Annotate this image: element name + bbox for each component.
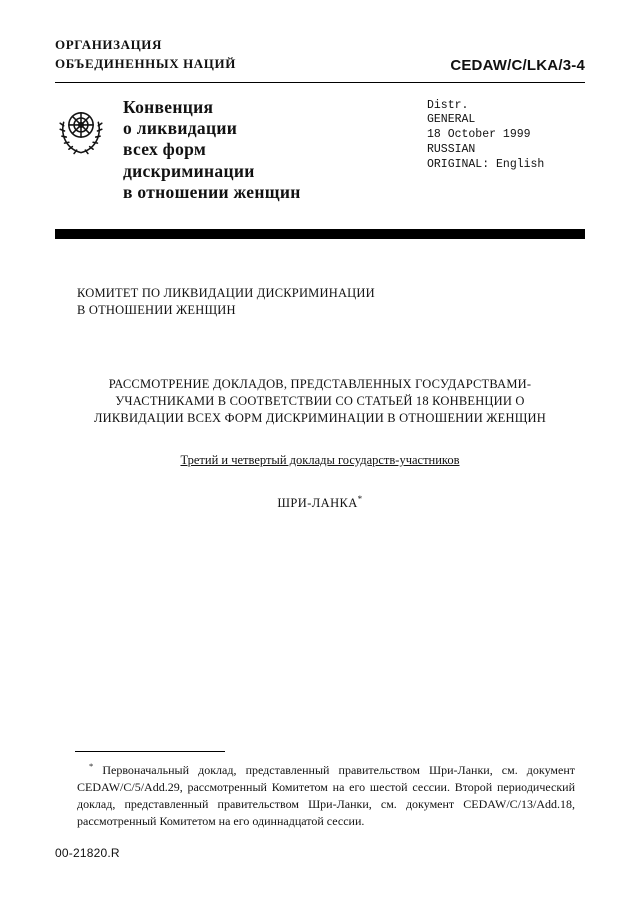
committee-heading-line2: В ОТНОШЕНИИ ЖЕНЩИН xyxy=(77,302,236,317)
distr-line: ORIGINAL: English xyxy=(427,157,545,171)
document-header xyxy=(55,36,585,74)
org-name-line2: ОБЪЕДИНЕННЫХ НАЦИЙ xyxy=(55,55,236,71)
separator-bar xyxy=(55,229,585,239)
masthead xyxy=(55,97,585,204)
footnote-body: Первоначальный доклад, представленный правительством Шри-Ланки, см. документ CEDAW/C/5/Add.29, рассмотренный Комитетом на его шестой сессии. Второй периодический доклад, представленный правительством Шри-Ланки, см. документ CEDAW/C/13/Add.18, рассмотренный Комитетом на его одиннадцатой сессии. xyxy=(77,762,575,828)
header-rule xyxy=(55,82,585,83)
footnote-mark: * xyxy=(89,760,94,771)
report-subtitle xyxy=(55,453,585,468)
un-emblem-icon xyxy=(55,103,107,159)
footnote-reference-mark: * xyxy=(357,493,363,504)
document-symbol: CEDAW/C/LKA/3-4 xyxy=(450,56,585,74)
un-org-name xyxy=(55,36,236,74)
convention-title-line: Конвенция xyxy=(123,96,214,117)
page-footer-number: 00-21820.R xyxy=(55,846,120,860)
consideration-heading: РАССМОТРЕНИЕ ДОКЛАДОВ, ПРЕДСТАВЛЕННЫХ ГОСУДАРСТВАМИ-УЧАСТНИКАМИ В СООТВЕТСТВИИ СО СТАТЬЕЙ 18 КОНВЕНЦИИ О ЛИКВИДАЦИИ ВСЕХ ФОРМ ДИСКРИМИНАЦИИ В ОТНОШЕНИИ ЖЕНЩИН xyxy=(93,377,547,426)
distr-line: 18 October 1999 xyxy=(427,128,531,142)
footnote-text xyxy=(77,762,575,830)
convention-title xyxy=(123,97,427,204)
distr-line: Distr. xyxy=(427,98,469,112)
distr-line: RUSSIAN xyxy=(427,142,476,156)
convention-title-line: в отношении женщин xyxy=(123,182,301,203)
country-name: ШРИ-ЛАНКА xyxy=(277,496,358,511)
footnote-rule xyxy=(75,751,225,752)
country-line xyxy=(55,493,585,511)
convention-title-line: о ликвидации xyxy=(123,118,238,139)
report-subtitle-text: Третий и четвертый доклады государств-участников xyxy=(180,453,460,468)
committee-heading-line1: КОМИТЕТ ПО ЛИКВИДАЦИИ ДИСКРИМИНАЦИИ xyxy=(77,286,375,301)
distr-line: GENERAL xyxy=(427,113,476,127)
committee-heading xyxy=(55,285,585,318)
footnote-area xyxy=(55,751,585,830)
distribution-block xyxy=(427,99,585,173)
convention-title-line: дискриминации xyxy=(123,160,255,181)
org-name-line1: ОРГАНИЗАЦИЯ xyxy=(55,37,162,52)
convention-title-line: всех форм xyxy=(123,139,207,160)
